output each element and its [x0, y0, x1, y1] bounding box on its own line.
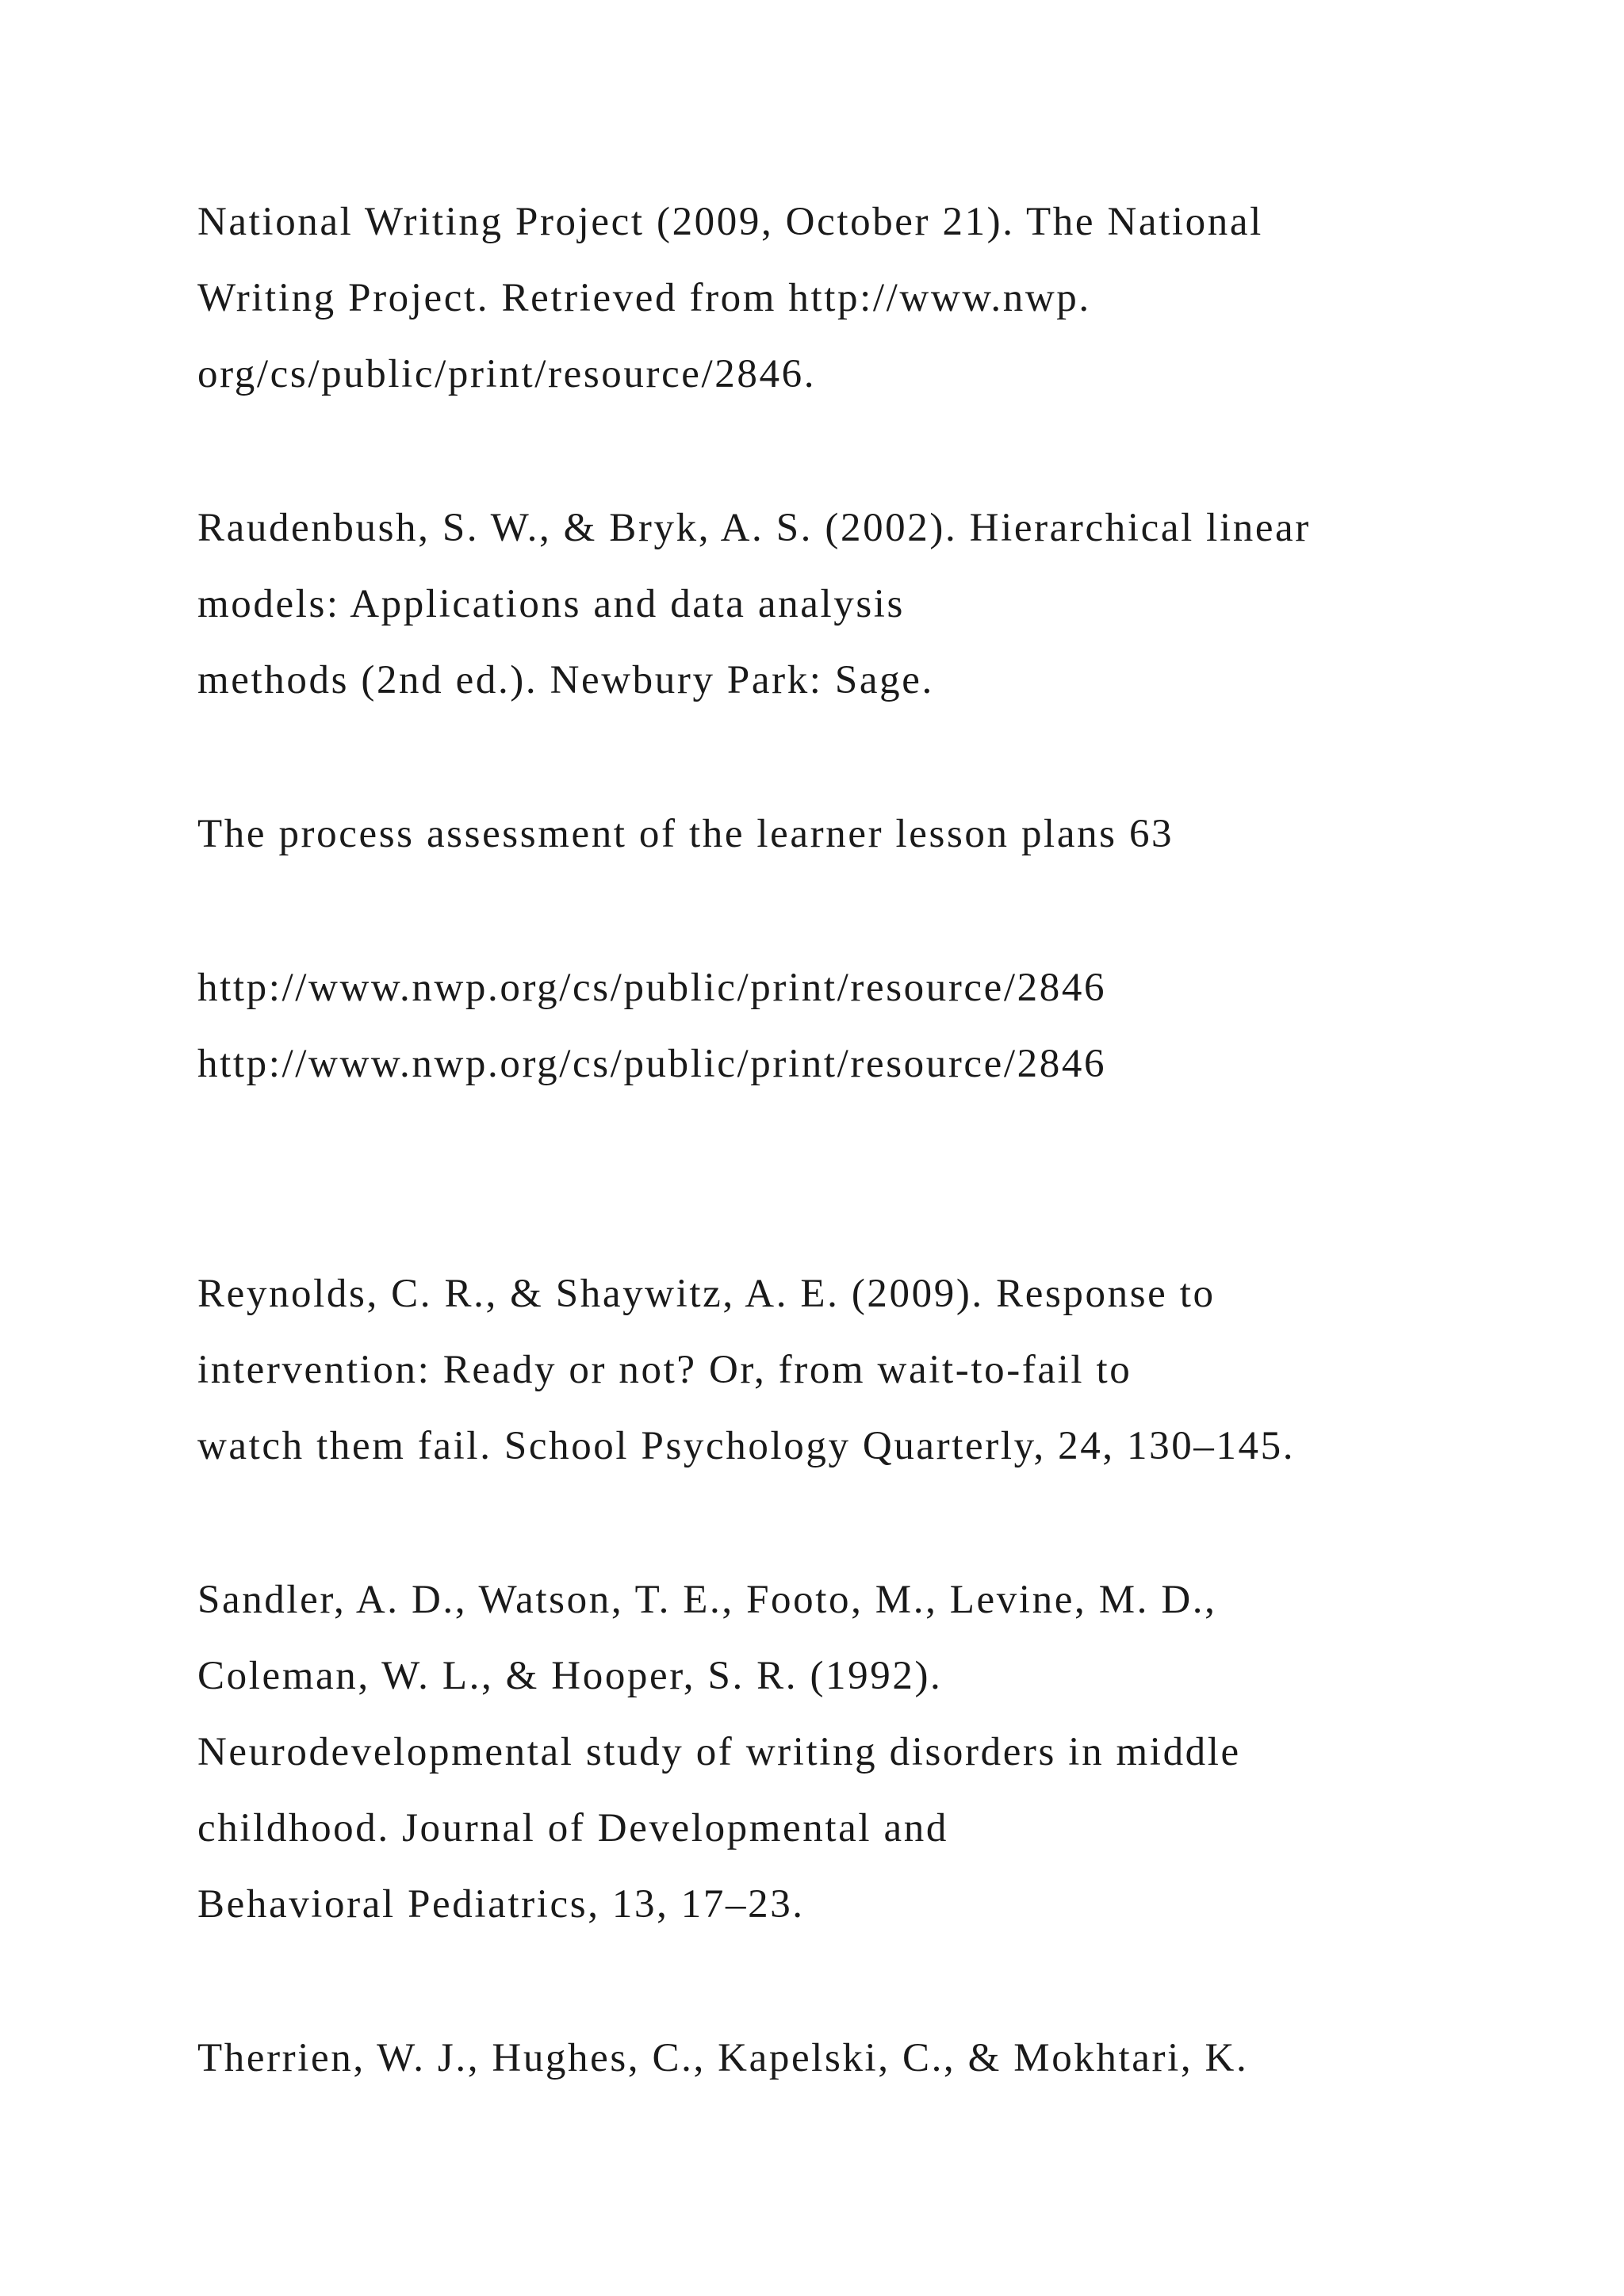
reference-raudenbush-line-1: Raudenbush, S. W., & Bryk, A. S. (2002). Hierarchical linear — [197, 506, 1311, 550]
reference-sandler-line-1: Sandler, A. D., Watson, T. E., Footo, M., Levine, M. D., — [197, 1578, 1217, 1622]
reference-reynolds-line-3: watch them fail. School Psychology Quarterly, 24, 130–145. — [197, 1424, 1296, 1468]
reference-raudenbush-line-2: models: Applications and data analysis — [197, 582, 905, 626]
running-footer: The process assessment of the learner lesson plans 63 — [197, 812, 1174, 856]
reference-sandler-line-5: Behavioral Pediatrics, 13, 17–23. — [197, 1882, 805, 1927]
reference-sandler-line-4: childhood. Journal of Developmental and — [197, 1806, 948, 1850]
url-line-1: http://www.nwp.org/cs/public/print/resource/2846 — [197, 966, 1107, 1010]
reference-therrien-line-1: Therrien, W. J., Hughes, C., Kapelski, C., & Mokhtari, K. — [197, 2036, 1249, 2080]
url-line-2: http://www.nwp.org/cs/public/print/resource/2846 — [197, 1042, 1107, 1086]
reference-sandler-line-2: Coleman, W. L., & Hooper, S. R. (1992). — [197, 1654, 943, 1698]
reference-nwp-line-1: National Writing Project (2009, October 21). The National — [197, 200, 1263, 244]
reference-reynolds-line-1: Reynolds, C. R., & Shaywitz, A. E. (2009). Response to — [197, 1272, 1216, 1316]
reference-sandler-line-3: Neurodevelopmental study of writing disorders in middle — [197, 1730, 1241, 1774]
reference-nwp-line-2: Writing Project. Retrieved from http://www.nwp. — [197, 276, 1091, 320]
reference-reynolds-line-2: intervention: Ready or not? Or, from wait-to-fail to — [197, 1348, 1132, 1392]
reference-nwp-line-3: org/cs/public/print/resource/2846. — [197, 352, 817, 396]
reference-raudenbush-line-3: methods (2nd ed.). Newbury Park: Sage. — [197, 658, 934, 702]
